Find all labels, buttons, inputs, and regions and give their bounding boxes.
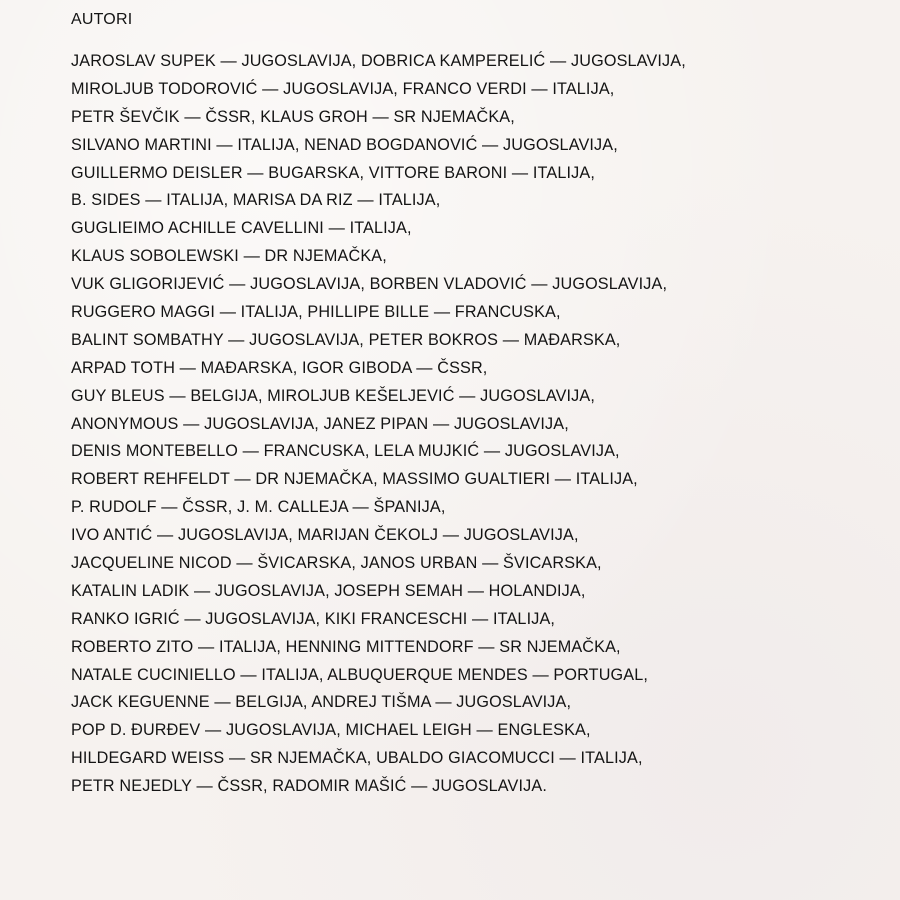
list-item: HILDEGARD WEISS — SR NJEMAČKA, UBALDO GIACOMUCCI — ITALIJA, [71, 749, 643, 768]
list-item: P. RUDOLF — ČSSR, J. M. CALLEJA — ŠPANIJA, [71, 498, 446, 517]
page-title: AUTORI [71, 11, 133, 28]
list-item: B. SIDES — ITALIJA, MARISA DA RIZ — ITALIJA, [71, 191, 441, 210]
list-item: ROBERT REHFELDT — DR NJEMAČKA, MASSIMO GUALTIERI — ITALIJA, [71, 470, 638, 489]
list-item: SILVANO MARTINI — ITALIJA, NENAD BOGDANOVIĆ — JUGOSLAVIJA, [71, 135, 618, 154]
list-item: KATALIN LADIK — JUGOSLAVIJA, JOSEPH SEMAH — HOLANDIJA, [71, 581, 586, 600]
list-item: POP D. ĐURĐEV — JUGOSLAVIJA, MICHAEL LEIGH — ENGLESKA, [71, 721, 591, 740]
list-item: IVO ANTIĆ — JUGOSLAVIJA, MARIJAN ČEKOLJ — JUGOSLAVIJA, [71, 526, 579, 545]
list-item: KLAUS SOBOLEWSKI — DR NJEMAČKA, [71, 247, 387, 266]
author-list [71, 50, 686, 803]
list-item: GUY BLEUS — BELGIJA, MIROLJUB KEŠELJEVIĆ — JUGOSLAVIJA, [71, 386, 596, 405]
list-item: NATALE CUCINIELLO — ITALIJA, ALBUQUERQUE MENDES — PORTUGAL, [71, 665, 649, 684]
list-item: JACQUELINE NICOD — ŠVICARSKA, JANOS URBAN — ŠVICARSKA, [71, 554, 602, 573]
list-item: VUK GLIGORIJEVIĆ — JUGOSLAVIJA, BORBEN VLADOVIĆ — JUGOSLAVIJA, [71, 275, 668, 294]
list-item: JAROSLAV SUPEK — JUGOSLAVIJA, DOBRICA KAMPERELIĆ — JUGOSLAVIJA, [71, 52, 686, 70]
list-item: DENIS MONTEBELLO — FRANCUSKA, LELA MUJKIĆ — JUGOSLAVIJA, [71, 442, 620, 461]
list-item: ARPAD TOTH — MAĐARSKA, IGOR GIBODA — ČSSR, [71, 358, 488, 377]
list-item: BALINT SOMBATHY — JUGOSLAVIJA, PETER BOKROS — MAĐARSKA, [71, 330, 621, 349]
list-item: JACK KEGUENNE — BELGIJA, ANDREJ TIŠMA — JUGOSLAVIJA, [71, 693, 572, 712]
list-item: ROBERTO ZITO — ITALIJA, HENNING MITTENDORF — SR NJEMAČKA, [71, 637, 621, 656]
list-item: MIROLJUB TODOROVIĆ — JUGOSLAVIJA, FRANCO VERDI — ITALIJA, [71, 79, 615, 98]
list-item: PETR ŠEVČIK — ČSSR, KLAUS GROH — SR NJEMAČKA, [71, 107, 515, 126]
list-item: GUILLERMO DEISLER — BUGARSKA, VITTORE BARONI — ITALIJA, [71, 163, 595, 182]
list-item: RANKO IGRIĆ — JUGOSLAVIJA, KIKI FRANCESCHI — ITALIJA, [71, 609, 556, 628]
list-item: ANONYMOUS — JUGOSLAVIJA, JANEZ PIPAN — JUGOSLAVIJA, [71, 414, 569, 433]
list-item: PETR NEJEDLY — ČSSR, RADOMIR MAŠIĆ — JUGOSLAVIJA. [71, 777, 547, 796]
list-item: RUGGERO MAGGI — ITALIJA, PHILLIPE BILLE — FRANCUSKA, [71, 303, 561, 322]
list-item: GUGLIEIMO ACHILLE CAVELLINI — ITALIJA, [71, 219, 412, 238]
